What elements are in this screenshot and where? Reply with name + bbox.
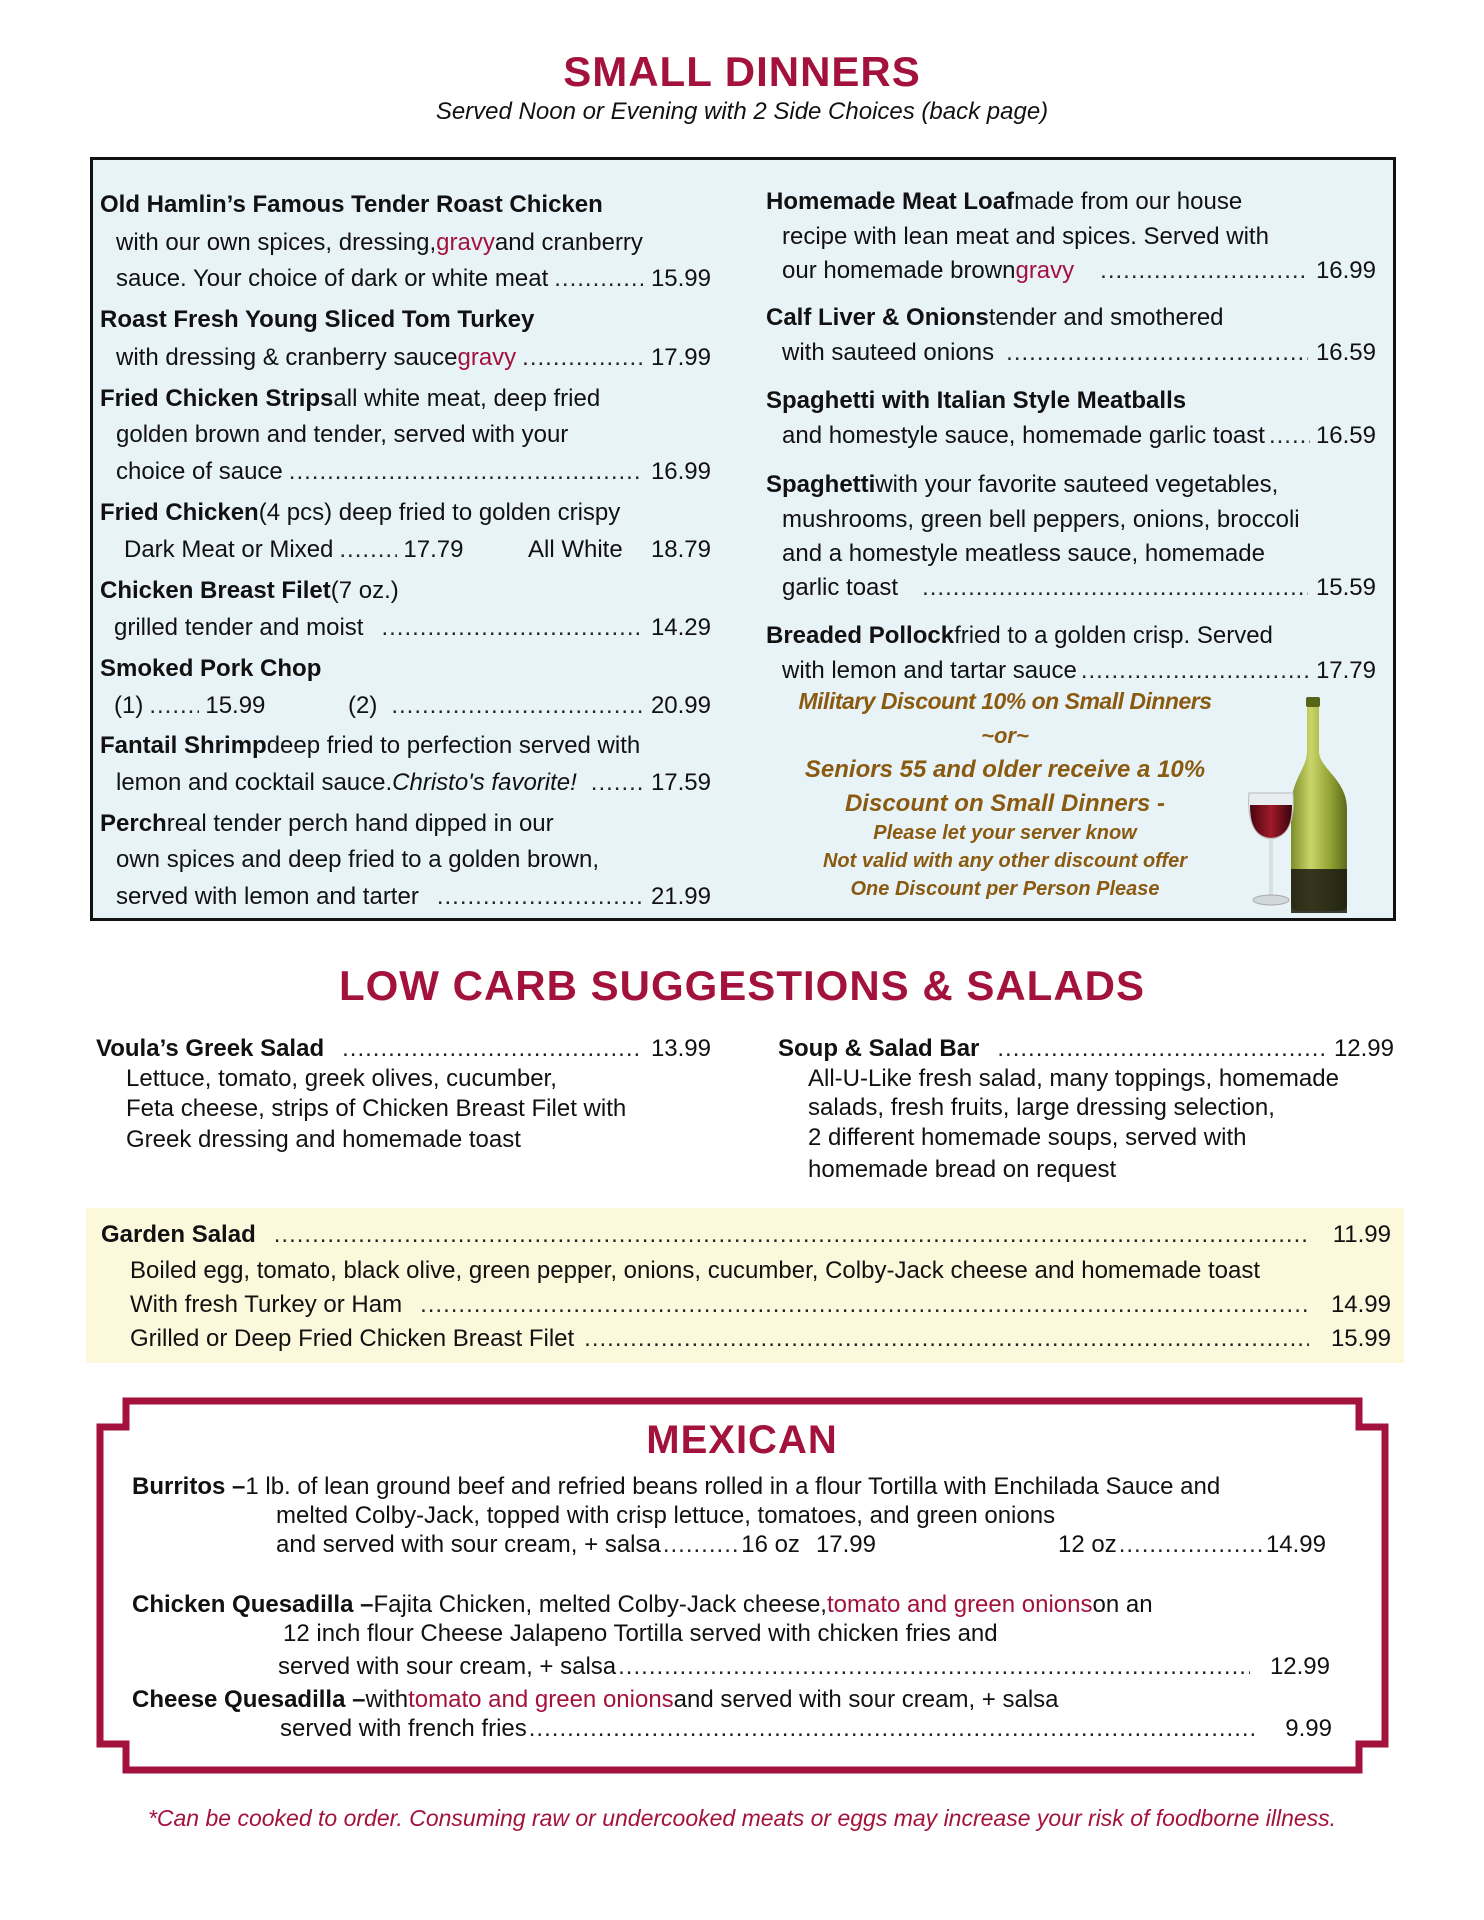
item-desc: our homemade brown bbox=[782, 257, 1016, 284]
menu-item-fried-chicken bbox=[100, 498, 620, 528]
item-name: Spaghetti bbox=[766, 471, 876, 498]
item-name: Voula’s Greek Salad bbox=[96, 1035, 325, 1062]
item-desc: All-U-Like fresh salad, many toppings, homemade bbox=[808, 1065, 1339, 1092]
item-price: 16.99 bbox=[650, 458, 711, 485]
item-desc: served with french fries bbox=[280, 1715, 527, 1742]
item-name: Fried Chicken Strips bbox=[100, 385, 334, 412]
item-desc: 2 different homemade soups, served with bbox=[808, 1124, 1247, 1151]
item-name: Fried Chicken bbox=[100, 499, 259, 526]
item-price: 13.99 bbox=[650, 1035, 711, 1062]
item-price: 17.99 bbox=[815, 1531, 876, 1558]
item-desc: choice of sauce bbox=[116, 458, 283, 485]
item-price: 14.99 bbox=[1330, 1291, 1391, 1318]
item-option: (1) bbox=[114, 692, 144, 719]
promo-note-3: One Discount per Person Please bbox=[850, 878, 1160, 900]
item-price: 14.99 bbox=[1265, 1531, 1326, 1558]
item-desc: golden brown and tender, served with your bbox=[116, 421, 569, 448]
item-desc: melted Colby-Jack, topped with crisp lettuce, tomatoes, and green onions bbox=[276, 1502, 1056, 1529]
item-desc-red: tomato and green onions bbox=[408, 1686, 674, 1713]
menu-item-shrimp bbox=[100, 731, 640, 761]
menu-item-burritos bbox=[132, 1472, 1220, 1502]
item-desc: recipe with lean meat and spices. Served with bbox=[782, 223, 1269, 250]
item-desc: grilled tender and moist bbox=[114, 614, 364, 641]
promo-seniors-2: Discount on Small Dinners - bbox=[844, 790, 1166, 817]
item-desc-red: gravy bbox=[436, 229, 495, 256]
item-desc: deep fried to perfection served with bbox=[266, 732, 641, 759]
item-size: 16 oz bbox=[741, 1531, 800, 1558]
item-desc: with sauteed onions bbox=[782, 339, 995, 366]
promo-or: ~or~ bbox=[981, 723, 1029, 748]
item-price: 12.99 bbox=[1269, 1653, 1330, 1680]
menu-item-roast-chicken bbox=[100, 190, 603, 220]
item-price: 20.99 bbox=[650, 692, 711, 719]
item-desc: with lemon and tartar sauce bbox=[782, 657, 1077, 684]
menu-item-pork-chop bbox=[100, 654, 321, 684]
menu-item-chicken-strips bbox=[100, 384, 600, 414]
item-desc: homemade bread on request bbox=[808, 1156, 1117, 1183]
item-price: 16.59 bbox=[1315, 422, 1376, 449]
item-option: Grilled or Deep Fried Chicken Breast Filet bbox=[130, 1325, 575, 1352]
item-desc-red: gravy bbox=[1015, 257, 1075, 284]
item-price: 12.99 bbox=[1333, 1035, 1394, 1062]
promo-military: Military Discount 10% on Small Dinners bbox=[798, 688, 1212, 714]
item-name: Fantail Shrimp bbox=[100, 732, 267, 759]
item-price: 17.79 bbox=[403, 536, 464, 563]
menu-item-meatballs bbox=[766, 386, 1186, 416]
small-dinners-subtitle: Served Noon or Evening with 2 Side Choices (back page) bbox=[435, 98, 1049, 125]
item-price: 18.79 bbox=[650, 536, 711, 563]
item-price: 16.59 bbox=[1315, 339, 1376, 366]
item-desc: lemon and cocktail sauce. bbox=[116, 769, 393, 796]
item-price: 15.99 bbox=[205, 692, 266, 719]
item-desc: garlic toast bbox=[782, 574, 899, 601]
item-name: Smoked Pork Chop bbox=[100, 655, 322, 682]
item-desc-red: tomato and green onions bbox=[826, 1591, 1093, 1618]
item-price: 17.79 bbox=[1315, 657, 1376, 684]
item-price: 15.99 bbox=[1330, 1325, 1391, 1352]
item-desc: and served with sour cream, + salsa bbox=[276, 1531, 661, 1558]
menu-item-turkey bbox=[100, 305, 534, 335]
item-name: Cheese Quesadilla – bbox=[132, 1686, 366, 1713]
menu-item-soup-salad-bar bbox=[778, 1034, 1394, 1064]
item-price: 11.99 bbox=[1332, 1221, 1391, 1248]
item-price: 17.99 bbox=[650, 344, 711, 371]
item-name: Breaded Pollock bbox=[766, 622, 955, 649]
item-desc: with your favorite sauteed vegetables, bbox=[875, 471, 1279, 498]
menu-item-calf-liver bbox=[766, 303, 1224, 333]
item-desc: all white meat, deep fried bbox=[333, 385, 601, 412]
item-desc: Greek dressing and homemade toast bbox=[126, 1126, 521, 1153]
item-price: 16.99 bbox=[1315, 257, 1376, 284]
item-desc: and a homestyle meatless sauce, homemade bbox=[782, 540, 1265, 567]
item-name: Calf Liver & Onions bbox=[766, 304, 989, 331]
item-desc: sauce. Your choice of dark or white meat bbox=[116, 265, 549, 292]
menu-item-chicken-quesadilla bbox=[132, 1590, 1153, 1620]
menu-item-spaghetti bbox=[766, 470, 1278, 500]
item-desc-red: gravy bbox=[457, 344, 517, 371]
item-desc: own spices and deep fried to a golden brown, bbox=[116, 846, 599, 873]
wine-bottle-and-glass-icon bbox=[1245, 695, 1365, 913]
item-size: 12 oz bbox=[1058, 1531, 1117, 1558]
item-price: 21.99 bbox=[650, 883, 711, 910]
promo-note-1: Please let your server know bbox=[873, 822, 1137, 844]
item-price: 15.59 bbox=[1315, 574, 1376, 601]
promo-seniors: Seniors 55 and older receive a 10% bbox=[804, 756, 1206, 783]
item-name: Spaghetti with Italian Style Meatballs bbox=[766, 387, 1187, 414]
item-option: With fresh Turkey or Ham bbox=[130, 1291, 403, 1318]
item-desc: Lettuce, tomato, greek olives, cucumber, bbox=[126, 1065, 557, 1092]
menu-item-cheese-quesadilla bbox=[132, 1685, 1059, 1715]
item-price: 14.29 bbox=[650, 614, 711, 641]
item-desc: served with lemon and tarter bbox=[116, 883, 419, 910]
item-name: Chicken Breast Filet bbox=[100, 577, 331, 604]
item-desc: Fajita Chicken, melted Colby-Jack cheese, bbox=[373, 1591, 827, 1618]
item-desc: with bbox=[365, 1686, 409, 1713]
menu-item-meat-loaf bbox=[766, 187, 1242, 217]
item-name: Burritos – bbox=[132, 1473, 246, 1500]
mexican-title: MEXICAN bbox=[646, 1418, 838, 1462]
item-desc: served with sour cream, + salsa bbox=[278, 1653, 617, 1680]
menu-item-perch bbox=[100, 809, 554, 839]
item-price: 9.99 bbox=[1285, 1715, 1332, 1742]
item-name: Chicken Quesadilla – bbox=[132, 1591, 374, 1618]
item-desc-italic: Christo's favorite! bbox=[392, 769, 577, 796]
item-price: 15.99 bbox=[650, 265, 711, 292]
menu-item-chicken-breast bbox=[100, 576, 399, 606]
menu-item-garden-salad bbox=[101, 1220, 1391, 1250]
item-price: 17.59 bbox=[650, 769, 711, 796]
item-desc: made from our house bbox=[1014, 188, 1243, 215]
item-desc: real tender perch hand dipped in our bbox=[166, 810, 554, 837]
item-option: Dark Meat or Mixed bbox=[124, 536, 334, 563]
menu-item-greek-salad bbox=[96, 1034, 711, 1064]
item-desc: 1 lb. of lean ground beef and refried beans rolled in a flour Tortilla with Enchilada Sauce and bbox=[245, 1473, 1221, 1500]
item-desc: tender and smothered bbox=[988, 304, 1224, 331]
item-name: Old Hamlin’s Famous Tender Roast Chicken bbox=[100, 191, 603, 218]
item-desc: fried to a golden crisp. Served bbox=[954, 622, 1273, 649]
item-name: Perch bbox=[100, 810, 167, 837]
salads-title: LOW CARB SUGGESTIONS & SALADS bbox=[338, 962, 1146, 1009]
item-desc: with our own spices, dressing, bbox=[116, 229, 437, 256]
menu-item-pollock bbox=[766, 621, 1273, 651]
item-name: Homemade Meat Loaf bbox=[766, 188, 1015, 215]
item-desc: and cranberry bbox=[494, 229, 643, 256]
item-desc: salads, fresh fruits, large dressing selection, bbox=[808, 1094, 1275, 1121]
item-option: (2) bbox=[348, 692, 378, 719]
small-dinners-title: SMALL DINNERS bbox=[563, 48, 921, 95]
item-name: Garden Salad bbox=[101, 1221, 256, 1248]
item-desc: Boiled egg, tomato, black olive, green pepper, onions, cucumber, Colby-Jack cheese and homemade toast bbox=[130, 1257, 1261, 1284]
item-desc: on an bbox=[1092, 1591, 1153, 1618]
item-desc: with dressing & cranberry sauce bbox=[116, 344, 458, 371]
item-name: Roast Fresh Young Sliced Tom Turkey bbox=[100, 306, 535, 333]
item-desc: (4 pcs) deep fried to golden crispy bbox=[258, 499, 621, 526]
foodborne-illness-footnote: *Can be cooked to order. Consuming raw or undercooked meats or eggs may increase your risk of foodborne illness. bbox=[147, 1805, 1337, 1831]
promo-note-2: Not valid with any other discount offer bbox=[822, 850, 1188, 872]
item-desc: and homestyle sauce, homemade garlic toast bbox=[782, 422, 1265, 449]
item-desc: Feta cheese, strips of Chicken Breast Filet with bbox=[126, 1095, 627, 1122]
item-desc: 12 inch flour Cheese Jalapeno Tortilla served with chicken fries and bbox=[283, 1620, 998, 1647]
item-desc: and served with sour cream, + salsa bbox=[673, 1686, 1059, 1713]
item-name: Soup & Salad Bar bbox=[778, 1035, 980, 1062]
item-desc: (7 oz.) bbox=[330, 577, 399, 604]
item-desc: mushrooms, green bell peppers, onions, broccoli bbox=[782, 506, 1300, 533]
item-option: All White bbox=[528, 536, 623, 563]
